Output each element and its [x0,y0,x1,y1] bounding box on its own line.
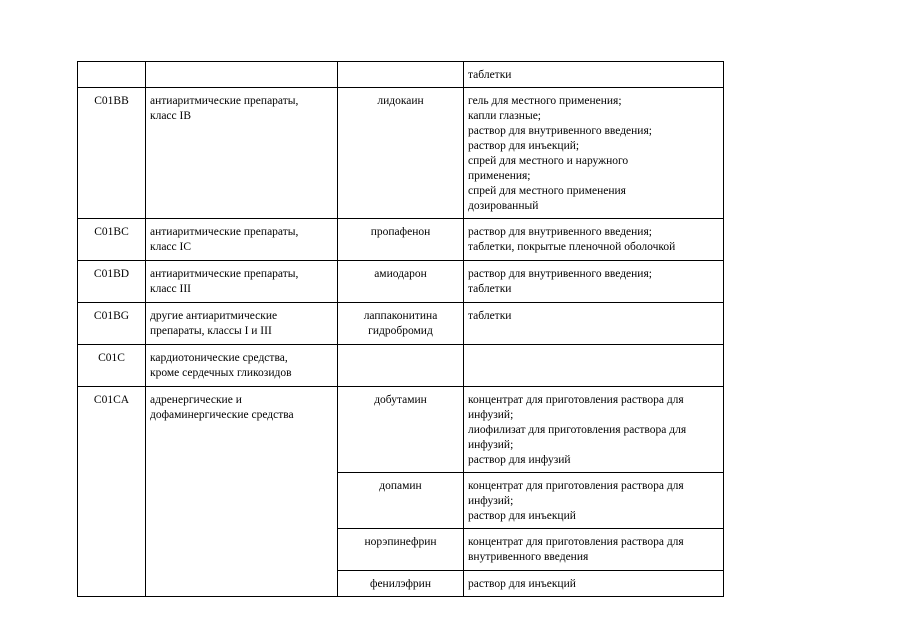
drug-name-cell [338,345,464,387]
drug-name-cell: норэпинефрин [338,529,464,571]
group-cell: антиаритмические препараты, класс IB [146,88,338,219]
atc-code-cell: C01BB [78,88,146,219]
drug-name-cell: добутамин [338,387,464,473]
dosage-form-cell: таблетки [464,62,724,88]
group-cell: другие антиаритмические препараты, классы I и III [146,303,338,345]
group-cell: адренергические и дофаминергические средства [146,387,338,597]
table-row [78,261,724,303]
group-cell: антиаритмические препараты, класс III [146,261,338,303]
dosage-form-cell: концентрат для приготовления раствора для внутривенного введения [464,529,724,571]
drug-name-cell: лидокаин [338,88,464,219]
atc-code-cell: C01C [78,345,146,387]
dosage-form-cell: раствор для инъекций [464,571,724,597]
table-row [78,303,724,345]
table-row [78,387,724,473]
table-row [78,219,724,261]
group-cell: антиаритмические препараты, класс IC [146,219,338,261]
dosage-form-cell [464,345,724,387]
group-cell [146,62,338,88]
dosage-form-cell: концентрат для приготовления раствора для инфузий; раствор для инъекций [464,473,724,529]
dosage-form-cell: раствор для внутривенного введения; таблетки [464,261,724,303]
drug-list-table [77,61,724,597]
atc-code-cell: C01BG [78,303,146,345]
table-row [78,62,724,88]
dosage-form-cell: раствор для внутривенного введения; таблетки, покрытые пленочной оболочкой [464,219,724,261]
atc-code-cell: C01CA [78,387,146,597]
group-cell: кардиотонические средства, кроме сердечных гликозидов [146,345,338,387]
drug-name-cell: пропафенон [338,219,464,261]
dosage-form-cell: концентрат для приготовления раствора для инфузий; лиофилизат для приготовления раствора для инфузий; раствор для инфузий [464,387,724,473]
table-row [78,345,724,387]
drug-name-cell: лаппаконитина гидробромид [338,303,464,345]
drug-name-cell: допамин [338,473,464,529]
drug-name-cell [338,62,464,88]
dosage-form-cell: гель для местного применения; капли глазные; раствор для внутривенного введения; раствор для инъекций; спрей для местного и наружного применения; спрей для местного применения дозированный [464,88,724,219]
drug-name-cell: фенилэфрин [338,571,464,597]
atc-code-cell: C01BC [78,219,146,261]
atc-code-cell [78,62,146,88]
table-row [78,88,724,219]
dosage-form-cell: таблетки [464,303,724,345]
atc-code-cell: C01BD [78,261,146,303]
drug-name-cell: амиодарон [338,261,464,303]
